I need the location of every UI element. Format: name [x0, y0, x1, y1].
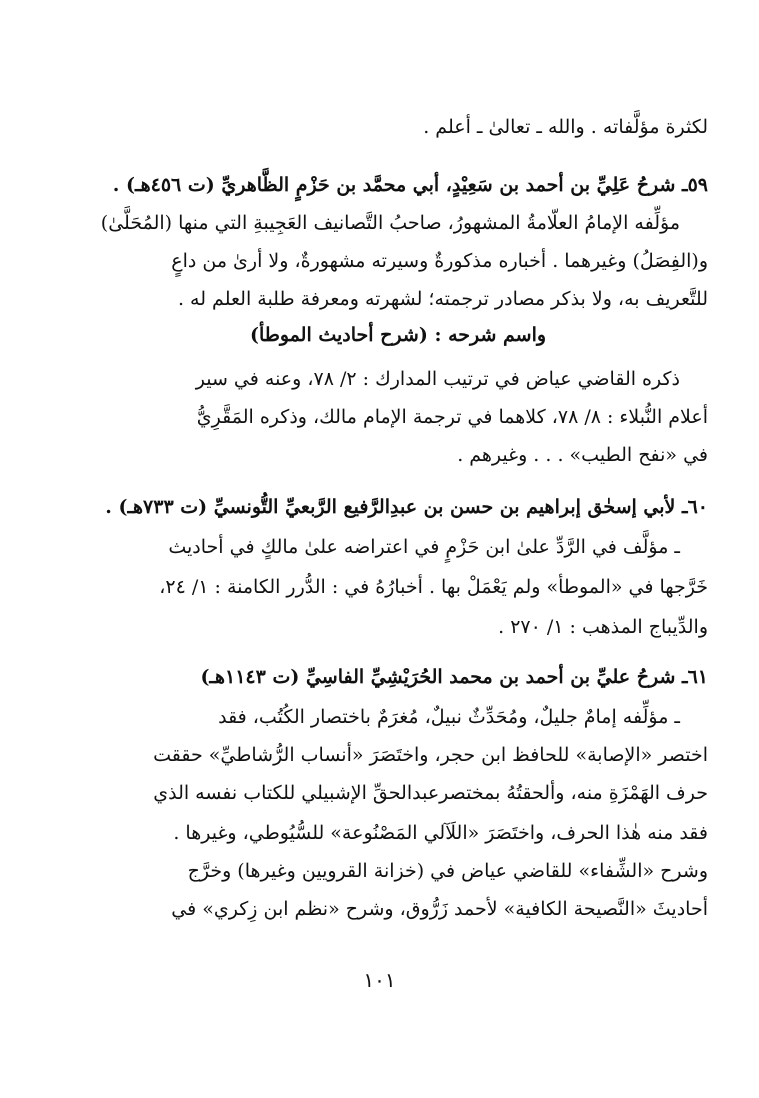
text-line-5: للتَّعريف به، ولا بذكر مصادر ترجمته؛ لشهرته ومعرفة طلبة العلم له . [177, 288, 708, 310]
text-line-17: حرف الهَمْزَةِ منه، وألحقتُهُ بمختصرعبدالحقِّ الإشبيلي للكتاب نفسه الذي [153, 782, 708, 804]
commentary-title: واسم شرحه : (شرح أحاديث الموطأ) [249, 324, 547, 346]
text-line-13: والدِّيباج المذهب : ١/ ٢٧٠ . [498, 616, 708, 638]
text-line-12: خَرَّجها في «الموطأ» ولم يَعْمَلْ بها . أخبارُهُ في : الدُّرر الكامنة : ١/ ٢٤، [159, 576, 708, 598]
text-line-18: فقد منه هٰذا الحرف، واختَصَرَ «اللَآلي المَصْنُوعة» للسُّيُوطي، وغيرها . [173, 822, 708, 844]
text-line-19: وشرح «الشِّفاء» للقاضي عياض في (خزانة القرويين وغيرها) وخرَّج [187, 860, 708, 882]
text-line-7: ذكره القاضي عياض في ترتيب المدارك : ٢/ ٧٨، وعنه في سير [195, 368, 680, 390]
text-line-4: و(الفِصَلُ) وغيرهما . أخباره مذكورةٌ وسيرته مشهورةٌ، ولا أرىٰ من داعٍ [171, 250, 708, 272]
entry-61-heading: ٦١ـ شرحُ عليِّ بن أحمد بن محمد الحُرَيْشِيِّ الفاسِيِّ (ت ١١٤٣هـ) [200, 666, 708, 688]
text-line-16: اختصر «الإصابة» للحافظ ابن حجر، واختَصَرَ «أنساب الرُّشاطيِّ» حققت [153, 744, 708, 766]
text-line-9: في «نفح الطيب» . . . وغيرهم . [457, 444, 708, 466]
text-line-8: أعلام النُّبلاء : ٨/ ٧٨، كلاهما في ترجمة الإمام مالك، وذكره المَقَّرِيُّ [196, 406, 708, 428]
text-line-3: مؤلِّفه الإمامُ العلّامةُ المشهورُ، صاحبُ التَّصانيف العَجِيبةِ التي منها (المُحَلَّىٰ) [100, 212, 680, 234]
text-line-11: ـ مؤلَّف في الرَّدِّ علىٰ ابن حَزْمٍ في اعتراضه علىٰ مالكٍ في أحاديث [168, 536, 680, 558]
entry-60-heading: ٦٠ـ لأبي إسحٰق إبراهيم بن حسن بن عبدِالرَّفيع الرَّبعيِّ التُّونسيِّ (ت ٧٣٣هـ) . [105, 496, 708, 518]
page-number: ١٠١ [363, 968, 396, 992]
entry-59-heading: ٥٩ـ شرحُ عَلِيِّ بن أحمد بن سَعِيْدٍ، أبي محمَّد بن حَزْمٍ الظَّاهريِّ (ت ٤٥٦هـ) . [112, 174, 708, 196]
text-line-15: ـ مؤلِّفه إمامٌ جليلٌ، ومُحَدِّثٌ نبيلٌ، مُغرَمٌ باختصار الكُتُب، فقد [218, 706, 680, 728]
text-line-20: أحاديثَ «النَّصيحة الكافية» لأحمد زَرُّوق، وشرح «نظم ابن زِكري» في [171, 898, 708, 920]
text-line-1: لكثرة مؤلَّفاته . والله ـ تعالىٰ ـ أعلم . [423, 116, 708, 138]
